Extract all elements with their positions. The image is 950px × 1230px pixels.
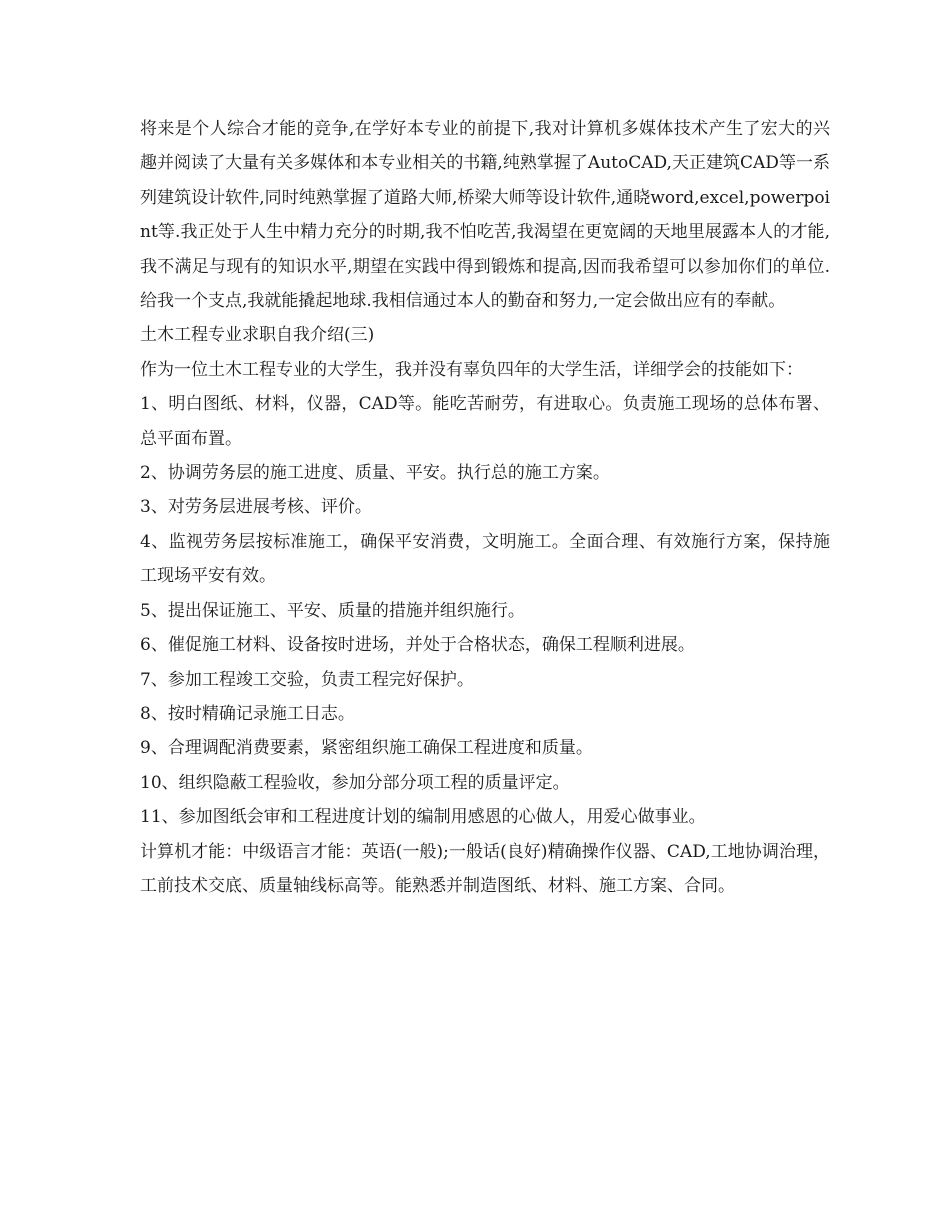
list-item-9: 9、合理调配消费要素，紧密组织施工确保工程进度和质量。 xyxy=(140,738,593,759)
list-item-7: 7、参加工程竣工交验，负责工程完好保护。 xyxy=(140,669,474,690)
list-item-8: 8、按时精确记录施工日志。 xyxy=(140,703,355,724)
closing-paragraph: 计算机才能：中级语言才能：英语(一般);一般话(良好)精确操作仪器、CAD,工地协调治理，工前技术交底、质量轴线标高等。能熟悉并制造图纸、材料、施工方案、合同。 xyxy=(140,841,830,896)
list-item-11: 11、参加图纸会审和工程进度计划的编制用感恩的心做人，用爱心做事业。 xyxy=(140,807,706,828)
list-item-10: 10、组织隐蔽工程验收，参加分部分项工程的质量评定。 xyxy=(140,772,570,793)
document-body xyxy=(140,112,830,903)
list-item-2: 2、协调劳务层的施工进度、质量、平安。执行总的施工方案。 xyxy=(140,463,610,484)
list-item-1: 1、明白图纸、材料，仪器，CAD等。能吃苦耐劳，有进取心。负责施工现场的总体布署、总平面布置。 xyxy=(140,394,830,449)
section-title: 土木工程专业求职自我介绍(三) xyxy=(140,325,375,346)
list-item-3: 3、对劳务层进展考核、评价。 xyxy=(140,497,372,518)
list-item-5: 5、提出保证施工、平安、质量的措施并组织施行。 xyxy=(140,600,525,621)
list-item-6: 6、催促施工材料、设备按时进场，并处于合格状态，确保工程顺利进展。 xyxy=(140,635,695,656)
lead-paragraph: 作为一位土木工程专业的大学生，我并没有辜负四年的大学生活，详细学会的技能如下： xyxy=(140,359,803,380)
list-item-4: 4、监视劳务层按标准施工，确保平安消费，文明施工。全面合理、有效施行方案，保持施工现场平安有效。 xyxy=(140,531,830,587)
intro-paragraph: 将来是个人综合才能的竞争,在学好本专业的前提下,我对计算机多媒体技术产生了宏大的兴趣并阅读了大量有关多媒体和本专业相关的书籍,纯熟掌握了AutoCAD,天正建筑CAD等一系列建筑设计软件,同时纯熟掌握了道路大师,桥梁大师等设计软件,通晓word,excel,powerpoint等.我正处于人生中精力充分的时期,我不怕吃苦,我渴望在更宽阔的天地里展露本人的才能,我不满足与现有的知识水平,期望在实践中得到锻炼和提高,因而我希望可以参加你们的单位.给我一个支点,我就能撬起地球.我相信通过本人的勤奋和努力,一定会做出应有的奉献。 xyxy=(140,119,830,312)
